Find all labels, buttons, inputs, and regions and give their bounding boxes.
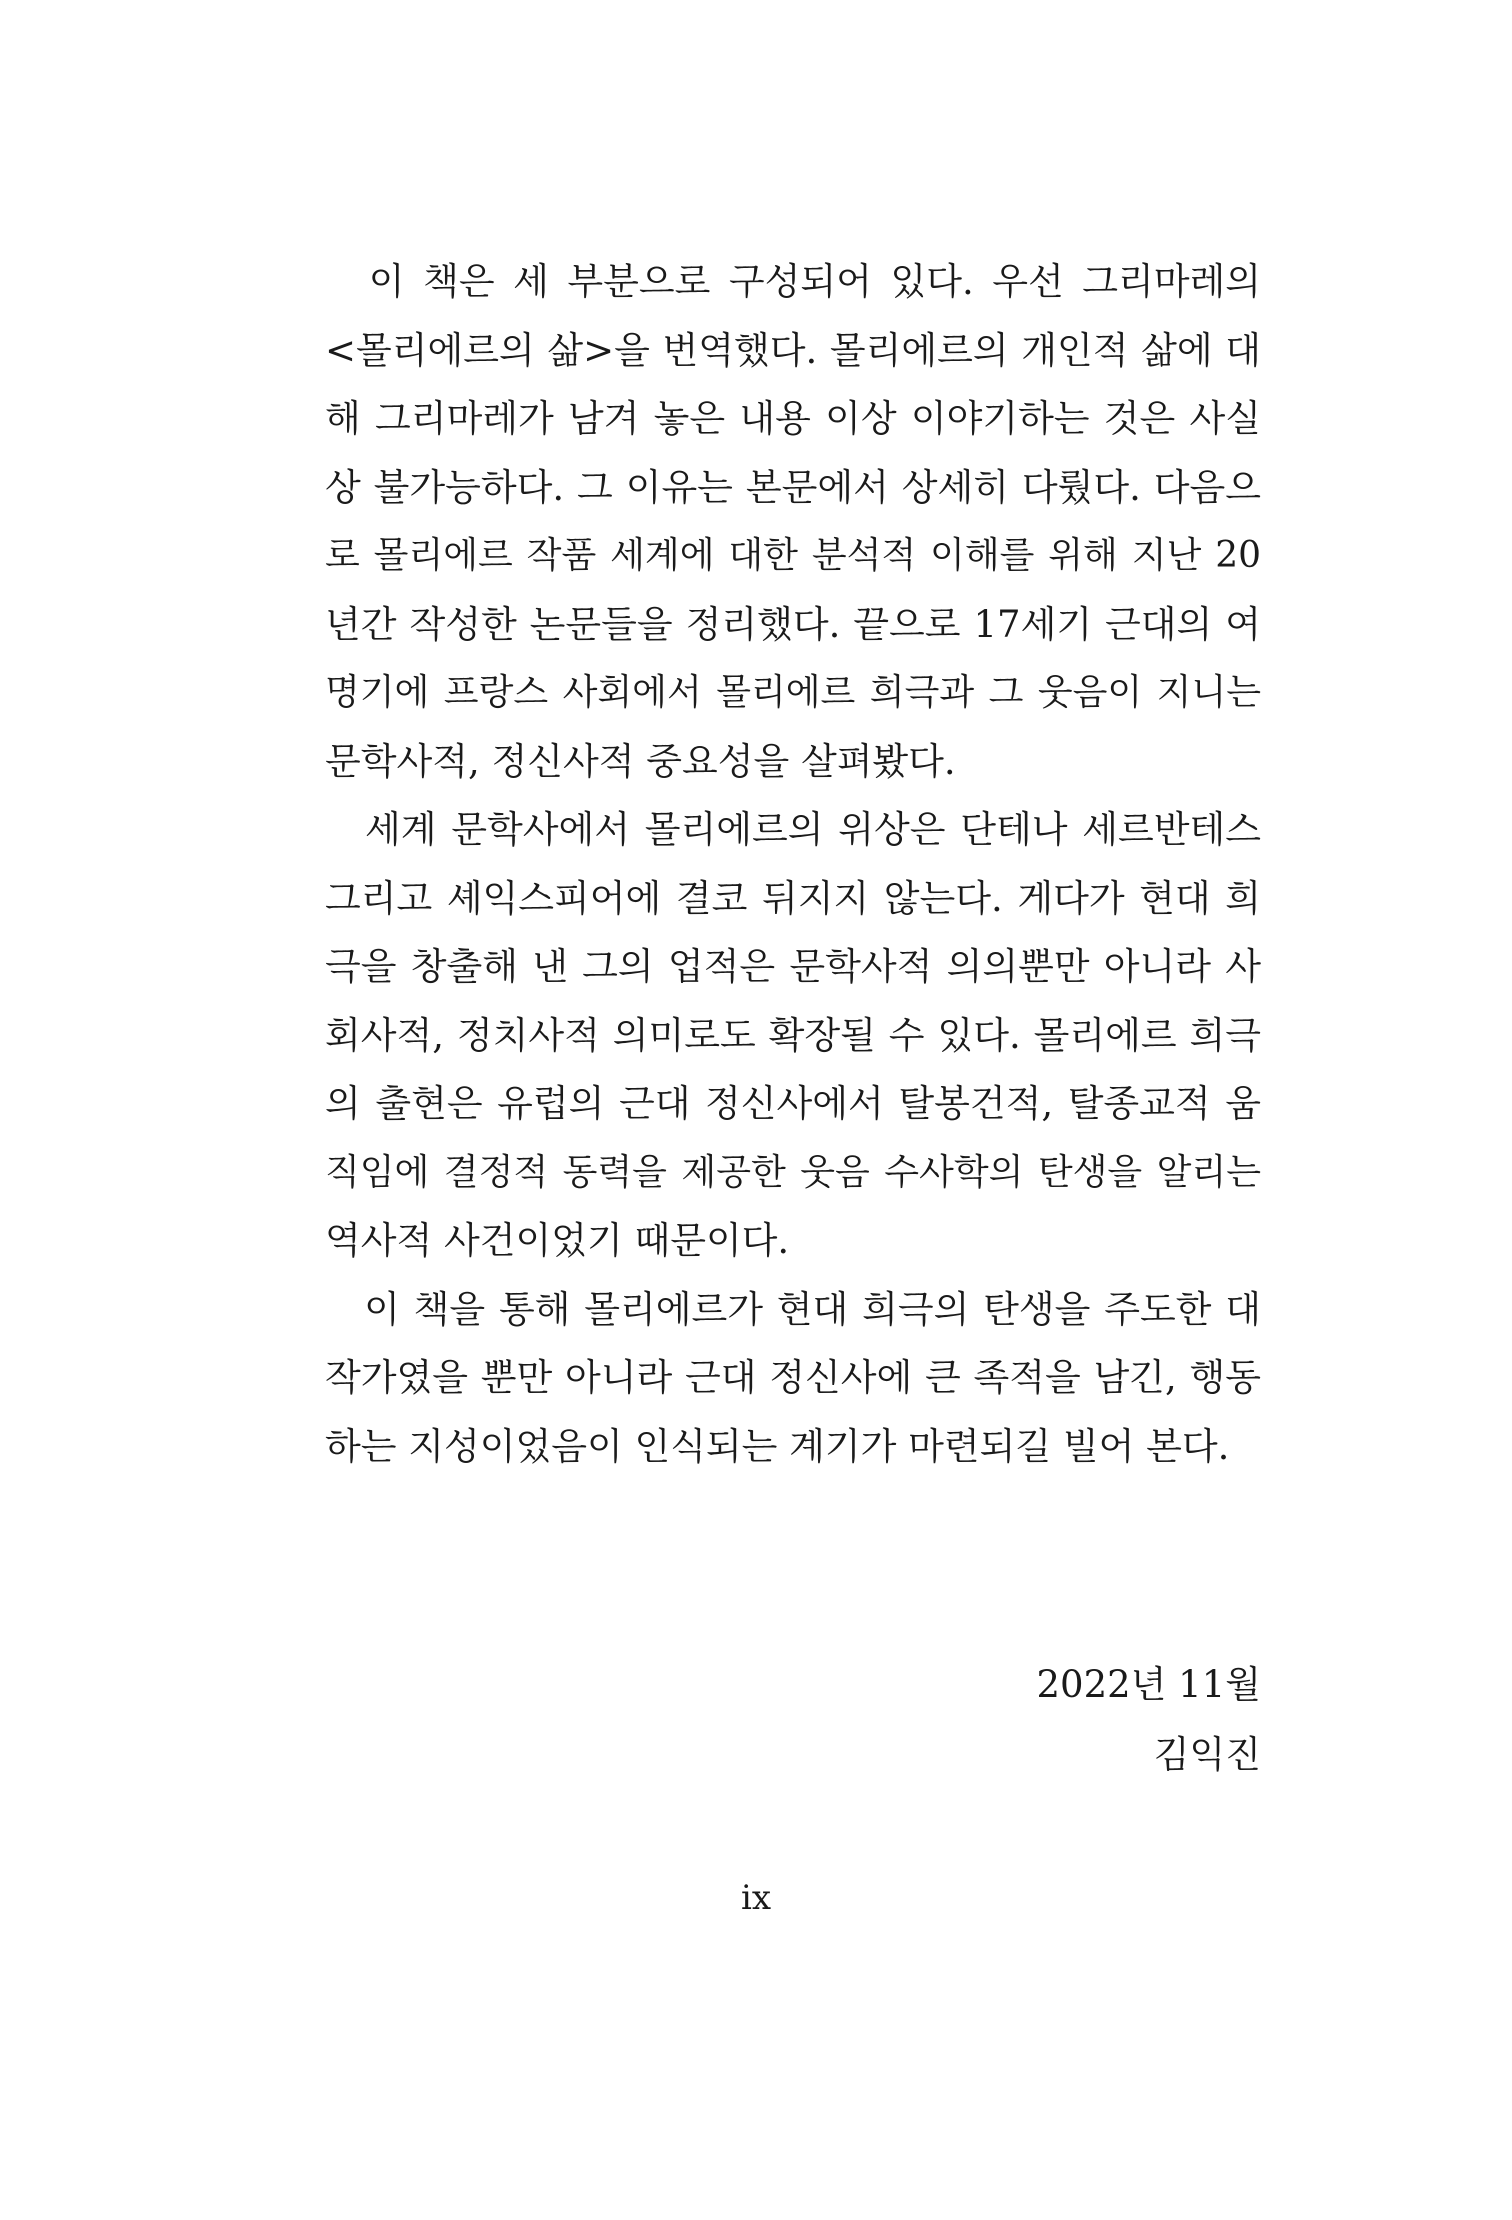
text-line: 그리고 셰익스피어에 결코 뒤지지 않는다. 게다가 현대 희 xyxy=(325,876,1261,920)
text-line: 세계 문학사에서 몰리에르의 위상은 단테나 세르반테스 xyxy=(325,808,1261,851)
text-line: 로 몰리에르 작품 세계에 대한 분석적 이해를 위해 지난 20 xyxy=(325,535,1261,576)
page-number: ix xyxy=(740,1878,772,1918)
text-line: 회사적, 정치사적 의미로도 확장될 수 있다. 몰리에르 희극 xyxy=(325,1013,1261,1057)
signature-date: 2022년 11월 xyxy=(1036,1663,1261,1706)
text-line: 명기에 프랑스 사회에서 몰리에르 희극과 그 웃음이 지니는 xyxy=(325,672,1261,713)
text-line: 이 책을 통해 몰리에르가 현대 희극의 탄생을 주도한 대 xyxy=(325,1287,1261,1331)
text-line: 역사적 사건이었기 때문이다. xyxy=(325,1219,790,1262)
text-line: 년간 작성한 논문들을 정리했다. 끝으로 17세기 근대의 여 xyxy=(325,602,1261,646)
text-line: 의 출현은 유럽의 근대 정신사에서 탈봉건적, 탈종교적 움 xyxy=(325,1082,1261,1125)
text-line: 극을 창출해 낸 그의 업적은 문학사적 의의뿐만 아니라 사 xyxy=(325,945,1261,988)
text-line: 하는 지성이었음이 인식되는 계기가 마련되길 빌어 본다. xyxy=(325,1424,1230,1468)
text-line: 문학사적, 정신사적 중요성을 살펴봤다. xyxy=(325,739,956,783)
text-line: 이 책은 세 부분으로 구성되어 있다. 우선 그리마레의 xyxy=(325,260,1261,303)
preface-body xyxy=(325,248,1261,1481)
text-line: 작가였을 뿐만 아니라 근대 정신사에 큰 족적을 남긴, 행동 xyxy=(325,1356,1261,1399)
text-line: 상 불가능하다. 그 이유는 본문에서 상세히 다뤘다. 다음으 xyxy=(325,465,1261,509)
signature-author: 김익진 xyxy=(1153,1733,1261,1776)
text-line: <몰리에르의 삶>을 번역했다. 몰리에르의 개인적 삶에 대 xyxy=(325,328,1261,372)
paragraph-2 xyxy=(325,796,1261,1276)
text-line: 직임에 결정적 동력을 제공한 웃음 수사학의 탄생을 알리는 xyxy=(325,1151,1261,1193)
paragraph-3 xyxy=(325,1276,1261,1482)
signature-block xyxy=(1037,1650,1262,1790)
paragraph-1 xyxy=(325,248,1261,796)
text-line: 해 그리마레가 남겨 놓은 내용 이상 이야기하는 것은 사실 xyxy=(325,397,1261,440)
